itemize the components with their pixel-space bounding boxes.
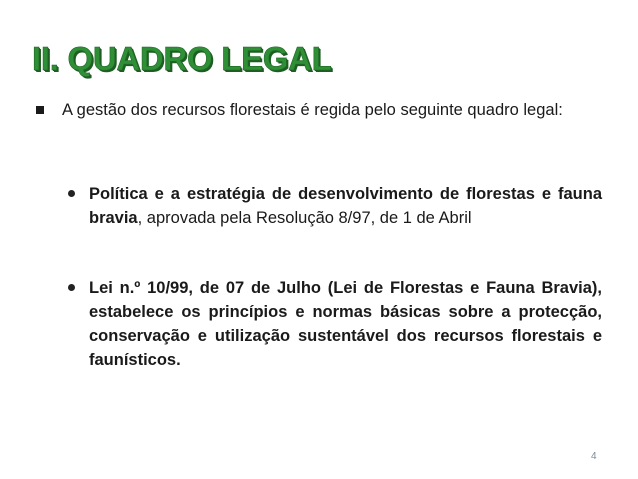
- list-item-text: [68, 182, 602, 230]
- list-item: [68, 182, 602, 230]
- list-item-text: [68, 276, 602, 372]
- round-bullet-icon: [68, 284, 75, 291]
- slide-title: II. QUADRO LEGAL: [32, 40, 332, 77]
- intro-paragraph: [36, 98, 608, 122]
- round-bullet-icon: [68, 190, 75, 197]
- list-item: [68, 276, 602, 372]
- list-item-regular-text: , aprovada pela Resolução 8/97, de 1 de Abril: [137, 209, 472, 227]
- square-bullet-icon: [36, 106, 44, 114]
- intro-text: A gestão dos recursos florestais é regida pelo seguinte quadro legal:: [62, 101, 563, 119]
- list-item-bold-text: Lei n.º 10/99, de 07 de Julho (Lei de Florestas e Fauna Bravia), estabelece os princípios e normas básicas sobre a protecção, conservação e utilização sustentável dos recursos florestais e faunísticos.: [89, 279, 602, 369]
- list-item-bold-text: Política e a estratégia de desenvolvimento de florestas e fauna bravia: [89, 185, 602, 227]
- page-number: 4: [591, 451, 597, 462]
